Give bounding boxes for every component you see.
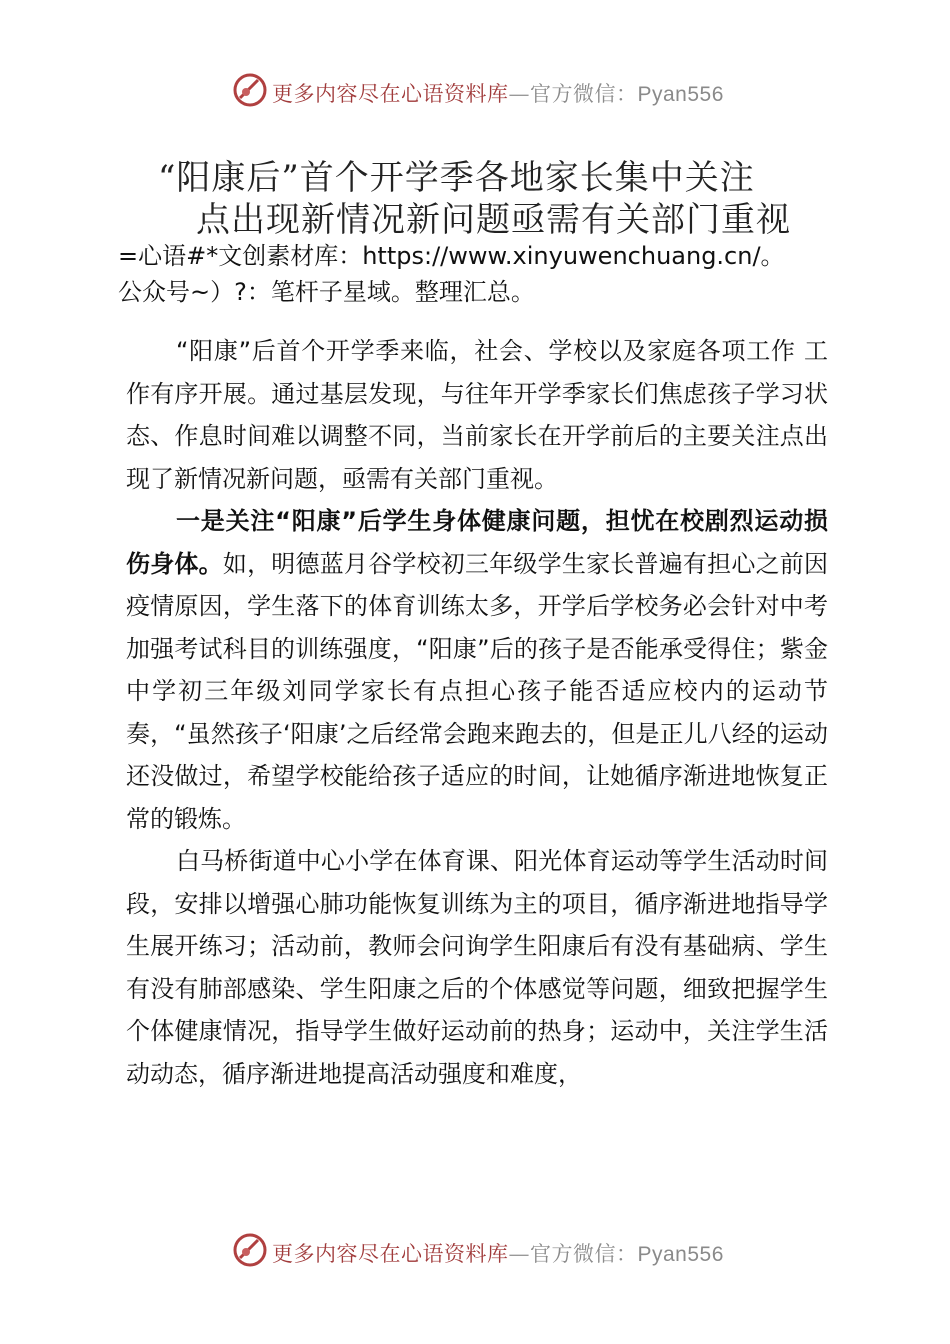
banner-text: [272, 1238, 724, 1268]
logo-icon: [232, 72, 268, 108]
paragraph-3: 白马桥街道中心小学在体育课、阳光体育运动等学生活动时间段，安排以增强心肺功能恢复训练为主的项目，循序渐进地指导学生展开练习；活动前，教师会问询学生阳康后有没有基础病、学生有没有肺部感染、学生阳康之后的个体感觉等问题，细致把握学生个体健康情况，指导学生做好运动前的热身；运动中，关注学生活动动态，循序渐进地提高活动强度和难度，: [126, 847, 828, 1088]
paragraph-2-heading: 一是关注“阳康”后学生身体健康问题，担忧在校剧烈运动损伤身体。: [126, 507, 828, 578]
paragraph-1: “阳康”后首个开学季来临，社会、学校以及家庭各项工作 工作有序开展。通过基层发现，与往年开学季家长们焦虑孩子学习状态、作息时间难以调整不同，当前家长在开学前后的主要关注点出现了新情况新问题，亟需有关部门重视。: [126, 337, 828, 493]
banner-wechat-id: Pyan556: [637, 83, 724, 106]
paragraph-2: [126, 500, 828, 840]
header-banner: [232, 72, 752, 112]
banner-wechat-label: 官方微信：: [530, 82, 638, 106]
source-line1: =心语#*文创素材库：https://www.xinyuwenchuang.cn/。: [118, 242, 785, 270]
article-body: [126, 330, 828, 1095]
paragraph-2-text: 如，明德蓝月谷学校初三年级学生家长普遍有担心之前因疫情原因，学生落下的体育训练太多，开学后学校务必会针对中考加强考试科目的训练强度，“阳康”后的孩子是否能承受得住；紫金中学初三年级刘同学家长有点担心孩子能否适应校内的运动节奏，“虽然孩子‘阳康’之后经常会跑来跑去的，但是正儿八经的运动还没做过，希望学校能给孩子适应的时间，让她循序渐进地恢复正常的锻炼。: [126, 549, 829, 833]
banner-wechat-id: Pyan556: [637, 1243, 724, 1266]
page-title-line2: 点出现新情况新问题亟需有关部门重视: [196, 200, 791, 240]
banner-dash: —: [508, 82, 530, 106]
banner-dash: —: [508, 1242, 530, 1266]
footer-banner: [232, 1232, 752, 1272]
page-title-line1: “阳康后”首个开学季各地家长集中关注: [158, 158, 755, 198]
banner-slogan: 更多内容尽在心语资料库: [272, 1242, 509, 1266]
source-line2: 公众号~）?：笔杆子星域。整理汇总。: [118, 278, 535, 306]
banner-slogan: 更多内容尽在心语资料库: [272, 82, 509, 106]
banner-text: [272, 78, 724, 108]
logo-icon: [232, 1232, 268, 1268]
banner-wechat-label: 官方微信：: [530, 1242, 638, 1266]
